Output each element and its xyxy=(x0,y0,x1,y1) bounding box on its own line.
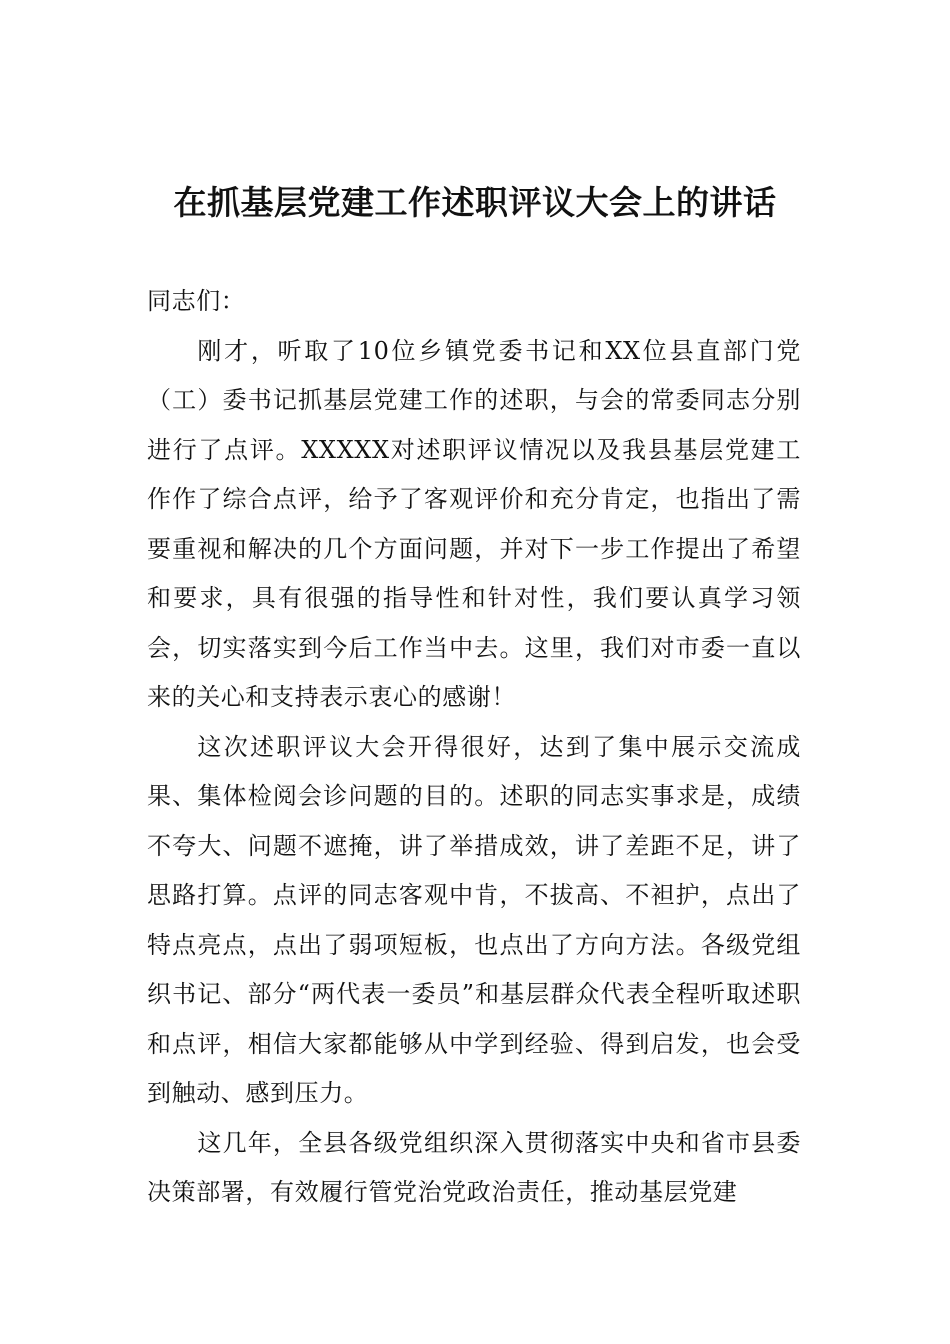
document-title: 在抓基层党建工作述职评议大会上的讲话 xyxy=(173,183,777,222)
document-body xyxy=(147,277,801,1218)
salutation: 同志们： xyxy=(147,287,246,315)
paragraph-3: 这几年，全县各级党组织深入贯彻落实中央和省市县委决策部署，有效履行管党治党政治责任，推动基层党建 xyxy=(147,1128,801,1206)
paragraph-1: 刚才，听取了10位乡镇党委书记和XX位县直部门党（工）委书记抓基层党建工作的述职，与会的常委同志分别进行了点评。XXXXX对述职评议情况以及我县基层党建工作作了综合点评，给予了客观评价和充分肯定，也指出了需要重视和解决的几个方面问题，并对下一步工作提出了希望和要求，具有很强的指导性和针对性，我们要认真学习领会，切实落实到今后工作当中去。这里，我们对市委一直以来的关心和支持表示衷心的感谢！ xyxy=(147,336,801,711)
paragraph-2: 这次述职评议大会开得很好，达到了集中展示交流成果、集体检阅会诊问题的目的。述职的同志实事求是，成绩不夸大、问题不遮掩，讲了举措成效，讲了差距不足，讲了思路打算。点评的同志客观中肯，不拔高、不袒护，点出了特点亮点，点出了弱项短板，也点出了方向方法。各级党组织书记、部分“两代表一委员”和基层群众代表全程听取述职和点评，相信大家都能够从中学到经验、得到启发，也会受到触动、感到压力。 xyxy=(147,732,801,1107)
